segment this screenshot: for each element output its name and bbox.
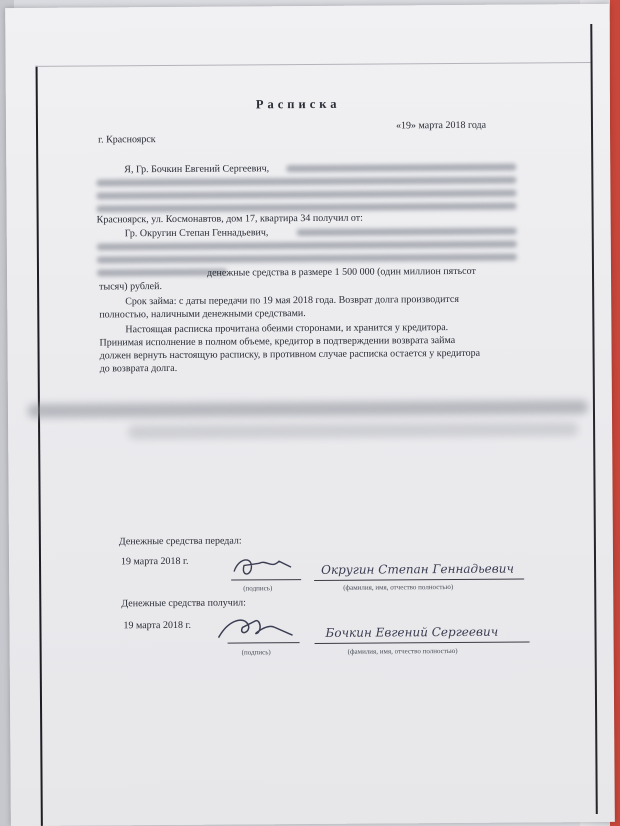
scan-smear	[128, 422, 578, 439]
lender-intro: Гр. Округин Степан Геннадьевич,	[124, 227, 269, 240]
redacted-text	[286, 164, 516, 173]
receipt-read-line-4: до возврата долга.	[99, 362, 178, 375]
redacted-text	[97, 254, 517, 264]
document-city: г. Красноярск	[98, 134, 156, 146]
borrower-address: Красноярск, ул. Космонавтов, дом 17, квартира 34 получил от:	[96, 212, 363, 226]
lender-signature	[229, 551, 299, 581]
receipt-read-line-2: Принимая исполнение в полном объеме, кредитор в подтверждении возврата займа	[99, 334, 456, 349]
transferred-label: Денежные средства передал:	[118, 535, 242, 548]
document-sheet	[5, 4, 615, 826]
transferred-date: 19 марта 2018 г.	[120, 555, 189, 568]
loan-amount-line: денежные средства в размере 1 500 000 (один миллион пятьсот	[206, 265, 476, 279]
redacted-text	[96, 190, 516, 200]
fullname-caption: (фамилия, имя, отчество полностью)	[343, 583, 454, 592]
receipt-read-line-3: должен вернуть настоящую расписку, в противном случае расписка остается у кредитора	[99, 347, 481, 362]
scan-smear	[28, 400, 588, 418]
signature-caption: (подпись)	[243, 584, 273, 593]
receipt-read-line: Настоящая расписка прочитана обеими сторонами, и хранится у кредитора.	[125, 322, 449, 336]
loan-term-line: Срок займа: с даты передачи по 19 мая 2018 года. Возврат долга производится	[125, 293, 459, 308]
redacted-text	[97, 203, 517, 213]
loan-term-line-2: полностью, наличными денежными средствами.	[99, 308, 306, 321]
redacted-text	[297, 228, 517, 237]
received-date: 19 марта 2018 г.	[123, 619, 191, 632]
frame-top-line	[36, 62, 591, 67]
loan-amount-line-2: тысяч) рублей.	[99, 281, 162, 293]
borrower-intro: Я, Гр. Бочкин Евгений Сергеевич,	[124, 163, 270, 176]
fullname-caption: (фамилия, имя, отчество полностью)	[347, 646, 458, 656]
fullname-line	[315, 641, 530, 644]
frame-right-line	[590, 24, 598, 814]
frame-left-line	[36, 66, 43, 826]
lender-handwritten-name: Округин Степан Геннадьевич	[321, 561, 514, 577]
received-label: Денежные средства получил:	[121, 597, 246, 610]
document-title: Расписка	[255, 96, 341, 112]
borrower-handwritten-name: Бочкин Евгений Сергеевич	[325, 624, 499, 640]
redacted-text	[97, 241, 517, 251]
document-date: «19» марта 2018 года	[395, 119, 487, 132]
redacted-text	[96, 177, 516, 187]
signature-caption: (подпись)	[241, 648, 271, 657]
